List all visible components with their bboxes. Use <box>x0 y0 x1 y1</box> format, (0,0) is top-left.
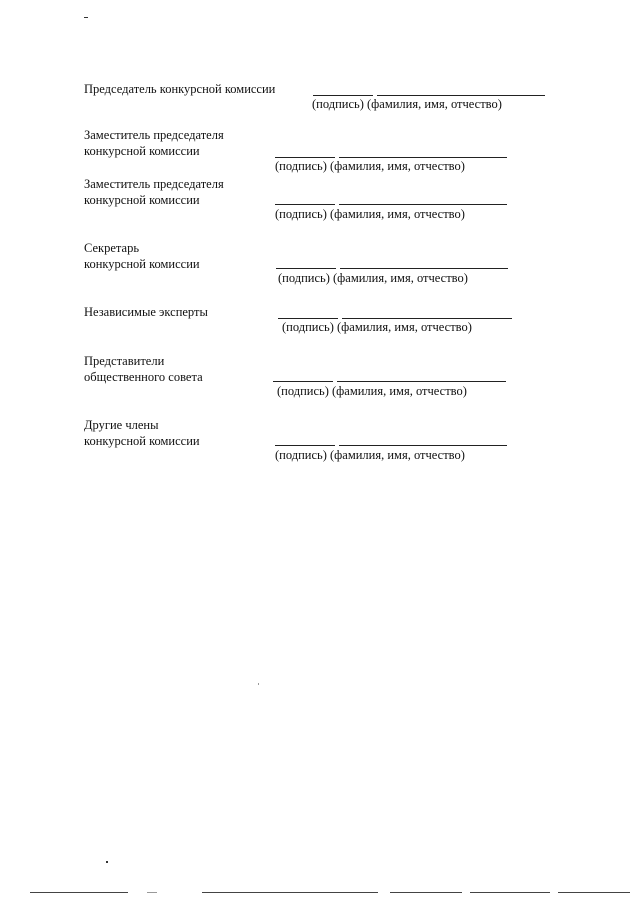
scan-edge-line <box>147 892 157 893</box>
signature-line <box>276 268 336 269</box>
scan-edge-line <box>30 892 128 893</box>
scan-mark <box>84 17 88 18</box>
signature-line <box>278 318 338 319</box>
role-deputy-chairman: Заместитель председателя конкурсной комиссии <box>84 128 224 158</box>
name-line <box>377 95 545 96</box>
signature-caption: (подпись) (фамилия, имя, отчество) <box>277 384 467 398</box>
name-line <box>337 381 506 382</box>
signature-caption: (подпись) (фамилия, имя, отчество) <box>312 97 502 111</box>
signature-line <box>273 381 333 382</box>
name-line <box>342 318 512 319</box>
name-line <box>339 204 507 205</box>
signature-line <box>275 157 335 158</box>
role-deputy-chairman: Заместитель председателя конкурсной комиссии <box>84 177 224 207</box>
role-secretary: Секретарь конкурсной комиссии <box>84 241 200 271</box>
name-line <box>340 268 508 269</box>
signature-caption: (подпись) (фамилия, имя, отчество) <box>275 207 465 221</box>
signature-caption: (подпись) (фамилия, имя, отчество) <box>278 271 468 285</box>
signature-line <box>275 204 335 205</box>
role-chairman: Председатель конкурсной комиссии <box>84 82 276 96</box>
scan-mark <box>258 683 259 685</box>
name-line <box>339 445 507 446</box>
scan-edge-line <box>202 892 378 893</box>
role-other-members: Другие члены конкурсной комиссии <box>84 418 200 448</box>
signature-caption: (подпись) (фамилия, имя, отчество) <box>275 159 465 173</box>
signature-caption: (подпись) (фамилия, имя, отчество) <box>282 320 472 334</box>
scan-mark <box>106 861 108 863</box>
name-line <box>339 157 507 158</box>
signature-caption: (подпись) (фамилия, имя, отчество) <box>275 448 465 462</box>
role-public-council: Представители общественного совета <box>84 354 203 384</box>
scan-edge-line <box>390 892 462 893</box>
scan-edge-line <box>470 892 550 893</box>
role-independent-experts: Независимые эксперты <box>84 305 208 319</box>
signature-line <box>313 95 373 96</box>
scan-edge-line <box>558 892 630 893</box>
signature-line <box>275 445 335 446</box>
